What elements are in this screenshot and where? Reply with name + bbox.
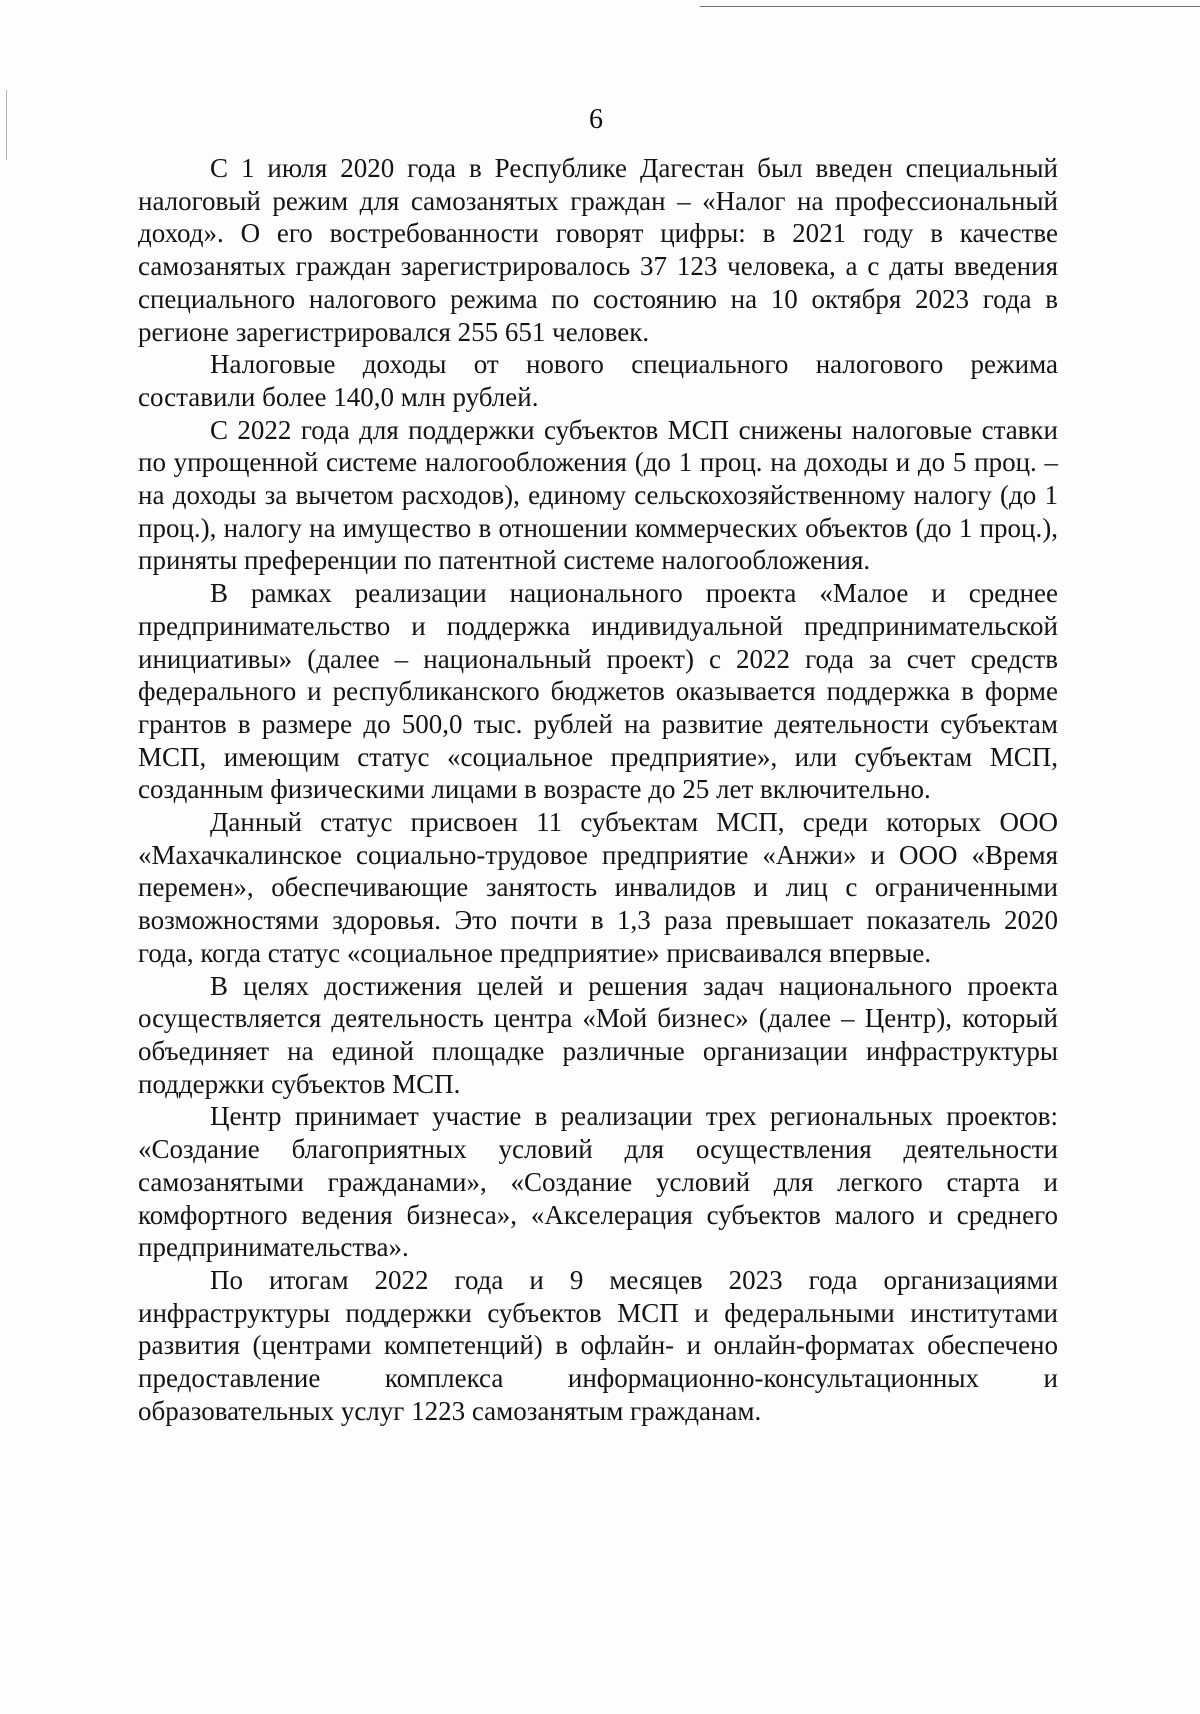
paragraph-national-project-grants: В рамках реализации национального проекта «Малое и среднее предпринимательство и поддержка индивидуальной предпринимательской инициативы» (далее – национальный проект) с 2022 года за счет средств федерального и республиканского бюджетов оказывается поддержка в форме грантов в размере до 500,0 тыс. рублей на развитие деятельности субъектам МСП, имеющим статус «социальное предприятие», или субъектам МСП, созданным физическими лицами в возрасте до 25 лет включительно. [138,578,1058,805]
paragraph-regional-projects: Центр принимает участие в реализации трех региональных проектов: «Создание благоприятных условий для осуществления деятельности самозанятыми гражданами», «Создание условий для легкого старта и комфортного ведения бизнеса», «Акселерация субъектов малого и среднего предпринимательства». [138,1101,1058,1263]
paragraph-support-results: По итогам 2022 года и 9 месяцев 2023 года организациями инфраструктуры поддержки субъектов МСП и федеральными институтами развития (центрами компетенций) в офлайн- и онлайн-форматах обеспечено предоставление комплекса информационно-консультационных и образовательных услуг 1223 самозанятым гражданам. [138,1264,1058,1426]
document-body [138,152,1058,1427]
paragraph-tax-revenue: Налоговые доходы от нового специального налогового режима составили более 140,0 млн рублей. [138,349,1058,412]
scan-edge-line [700,6,1200,7]
paragraph-reduced-tax-rates: С 2022 года для поддержки субъектов МСП снижены налоговые ставки по упрощенной системе налогообложения (до 1 проц. на доходы и до 5 проц. – на доходы за вычетом расходов), единому сельскохозяйственному налогу (до 1 проц.), налогу на имущество в отношении коммерческих объектов (до 1 проц.), приняты преференции по патентной системе налогообложения. [138,414,1058,576]
paragraph-social-enterprise-status: Данный статус присвоен 11 субъектам МСП, среди которых ООО «Махачкалинское социально-трудовое предприятие «Анжи» и ООО «Время перемен», обеспечивающие занятость инвалидов и лиц с ограниченными возможностями здоровья. Это почти в 1,3 раза превышает показатель 2020 года, когда статус «социальное предприятие» присваивался впервые. [138,807,1058,968]
paragraph-self-employed-regime: С 1 июля 2020 года в Республике Дагестан был введен специальный налоговый режим для самозанятых граждан – «Налог на профессиональный доход». О его востребованности говорят цифры: в 2021 году в качестве самозанятых граждан зарегистрировалось 37 123 человека, а с даты введения специального налогового режима по состоянию на 10 октября 2023 года в регионе зарегистрировался 255 651 человек. [138,153,1058,347]
page-number: 6 [589,104,603,135]
paragraph-my-business-center: В целях достижения целей и решения задач национального проекта осуществляется деятельность центра «Мой бизнес» (далее – Центр), который объединяет на единой площадке различные организации инфраструктуры поддержки субъектов МСП. [138,970,1058,1099]
